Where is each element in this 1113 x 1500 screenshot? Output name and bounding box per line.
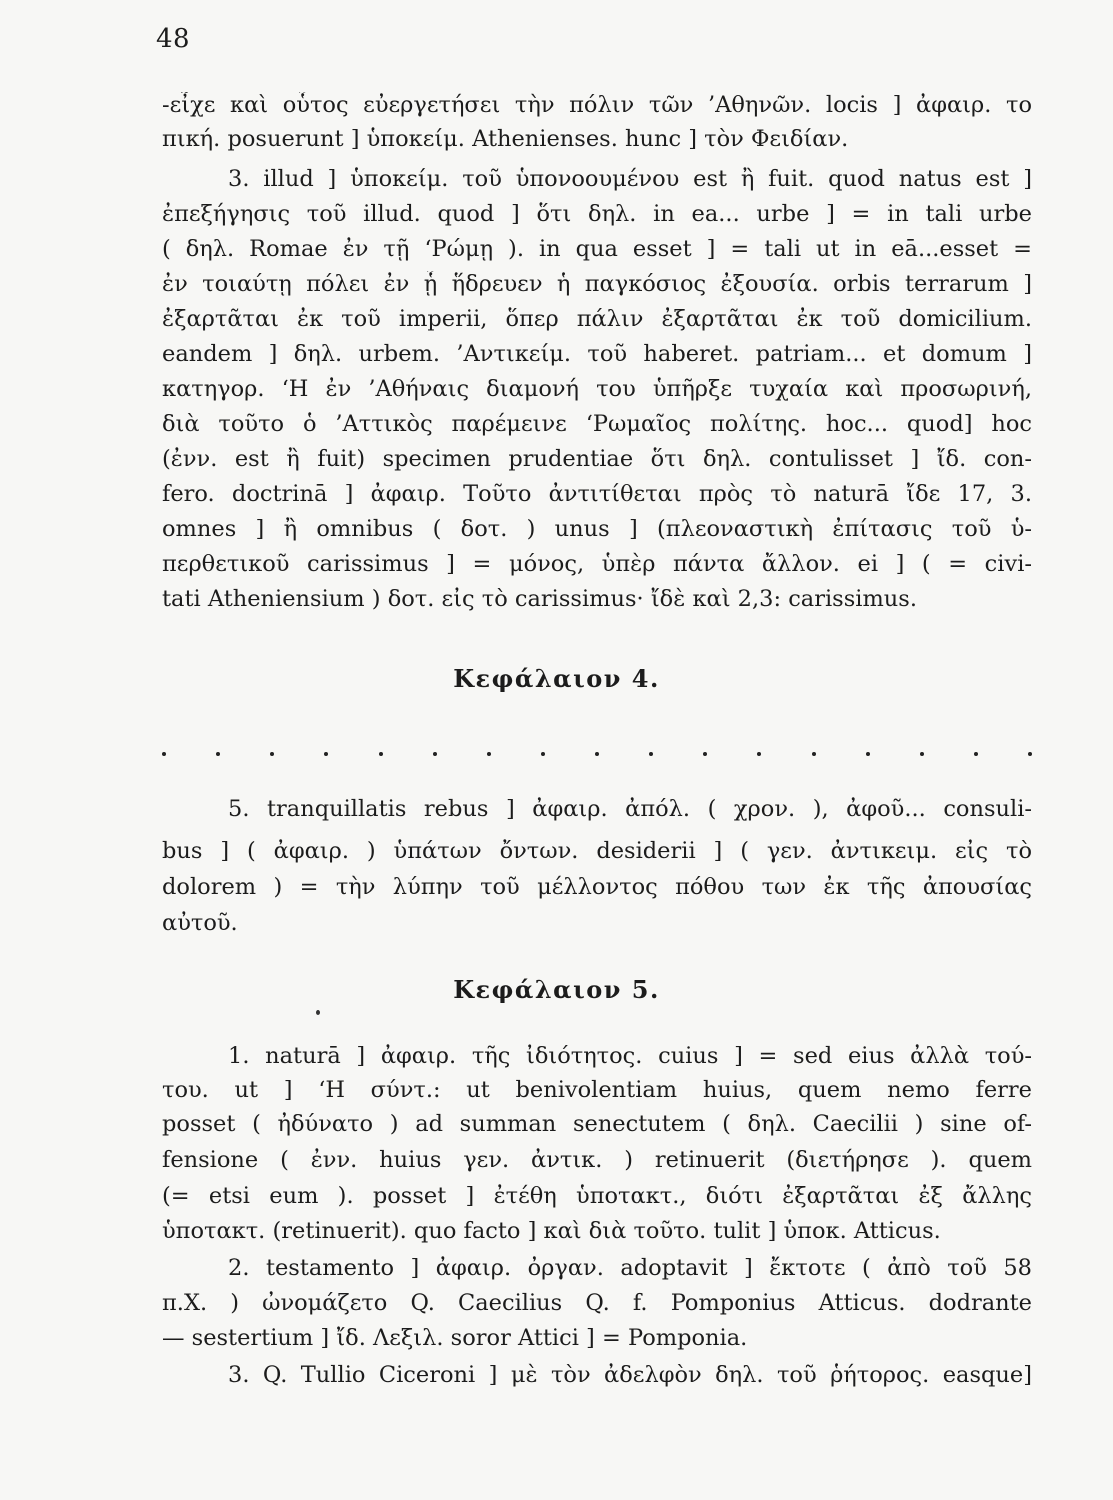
text-line: 5. tranquillatis rebus ] ἀφαιρ. ἀπόλ. ( χρον. ), ἀφοῦ... consuli- [228,796,1032,822]
text-line: του. ut ] ‘Η σύντ.: ut benivolentiam huius, quem nemo ferre [162,1077,1032,1103]
text-line: tati Atheniensium ) δοτ. εἰς τὸ carissimus· ἴδὲ καὶ 2,3: carissimus. [162,586,917,612]
ink-speck [316,1010,320,1015]
text-line: 3. Q. Tullio Ciceroni ] μὲ τὸν ἀδελφὸν δηλ. τοῦ ῥήτορος. easque] [228,1362,1032,1388]
text-line: eandem ] δηλ. urbem. ’Αντικείμ. τοῦ haberet. patriam... et domum ] [162,341,1032,367]
ellipsis-dot [866,752,870,756]
text-line: — sestertium ] ἴδ. Λεξιλ. soror Attici ] = Pomponia. [162,1325,748,1351]
text-line: 1. naturā ] ἀφαιρ. τῆς ἰδιότητος. cuius ] = sed eius ἀλλὰ τού- [228,1043,1032,1069]
ellipsis-dot [595,752,599,756]
text-line: 3. illud ] ὑποκείμ. τοῦ ὑπονοουμένου est ἢ fuit. quod natus est ] [228,166,1032,192]
ellipsis-dot [812,752,816,756]
text-line: omnes ] ἢ omnibus ( δοτ. ) unus ] (πλεοναστικὴ ἐπίτασις τοῦ ὑ- [162,516,1032,542]
text-line: ἐξαρτᾶται ἐκ τοῦ imperii, ὅπερ πάλιν ἐξαρτᾶται ἐκ τοῦ domicilium. [162,306,1032,332]
ellipsis-dot [649,752,653,756]
ellipsis-dot [487,752,491,756]
text-line: κατηγορ. ‘Η ἐν ’Αθήναις διαμονή του ὑπῆρξε τυχαία καὶ προσωρινή, [162,376,1032,402]
ellipsis-dot [433,752,437,756]
text-line: ( δηλ. Romae ἐν τῇ ‘Ρώμῃ ). in qua esset ] = tali ut in eā...esset = [162,236,1032,262]
text-line: (ἐνν. est ἢ fuit) specimen prudentiae ὅτι δηλ. contulisset ] ἴδ. con- [162,446,1032,472]
text-line: περθετικοῦ carissimus ] = μόνος, ὑπὲρ πάντα ἄλλον. ei ] ( = civi- [162,551,1032,577]
text-line: ἐπεξήγησις τοῦ illud. quod ] ὅτι δηλ. in ea... urbe ] = in tali urbe [162,201,1032,227]
page-number: 48 [156,24,191,54]
ellipsis-dot [216,752,220,756]
ellipsis-dot [974,752,978,756]
chapter-heading-5: Κεφάλαιον 5. [453,975,660,1004]
text-line: fero. doctrinā ] ἀφαιρ. Τοῦτο ἀντιτίθεται πρὸς τὸ naturā ἴδε 17, 3. [162,481,1032,507]
ellipsis-dot [703,752,707,756]
chapter-heading-4: Κεφάλαιον 4. [453,664,660,693]
text-line: bus ] ( ἀφαιρ. ) ὑπάτων ὄντων. desiderii ] ( γεν. ἀντικειμ. εἰς τὸ [162,838,1032,864]
ellipsis-dot [541,752,545,756]
text-line: ὑποτακτ. (retinuerit). quo facto ] καὶ διὰ τοῦτο. tulit ] ὑποκ. Atticus. [162,1218,941,1244]
ellipsis-dot [324,752,328,756]
text-line: fensione ( ἐνν. huius γεν. ἀντικ. ) retinuerit (διετήρησε ). quem [162,1147,1032,1173]
text-line: ἐν τοιαύτῃ πόλει ἐν ᾗ ἥδρευεν ἡ παγκόσιος ἐξουσία. orbis terrarum ] [162,271,1032,297]
ellipsis-dot [270,752,274,756]
ellipsis-dot [379,752,383,756]
ellipsis-dot [920,752,924,756]
text-line: πική. posuerunt ] ὑποκείμ. Athenienses. hunc ] τὸν Φειδίαν. [162,126,849,152]
text-line: -εἶχε καὶ οὗτος εὐεργετήσει τὴν πόλιν τῶν ’Αθηνῶν. locis ] ἀφαιρ. το [162,92,1032,118]
text-line: dolorem ) = τὴν λύπην τοῦ μέλλοντος πόθου των ἐκ τῆς ἀπουσίας [162,874,1032,900]
text-line: αὐτοῦ. [162,910,238,936]
text-line: 2. testamento ] ἀφαιρ. ὀργαν. adoptavit ] ἔκτοτε ( ἀπὸ τοῦ 58 [228,1255,1032,1281]
text-line: posset ( ἠδύνατο ) ad summan senectutem ( δηλ. Caecilii ) sine of- [162,1111,1032,1137]
text-line: (= etsi eum ). posset ] ἐτέθη ὑποτακτ., διότι ἐξαρτᾶται ἐξ ἄλλης [162,1183,1032,1209]
ellipsis-dot [162,752,166,756]
ellipsis-dot [1028,752,1032,756]
text-line: π.Χ. ) ὠνομάζετο Q. Caecilius Q. f. Pomponius Atticus. dodrante [162,1290,1032,1316]
ellipsis-dots [162,752,1032,756]
ellipsis-dot [757,752,761,756]
text-line: διὰ τοῦτο ὁ ’Αττικὸς παρέμεινε ‘Ρωμαῖος πολίτης. hoc... quod] hoc [162,411,1032,437]
